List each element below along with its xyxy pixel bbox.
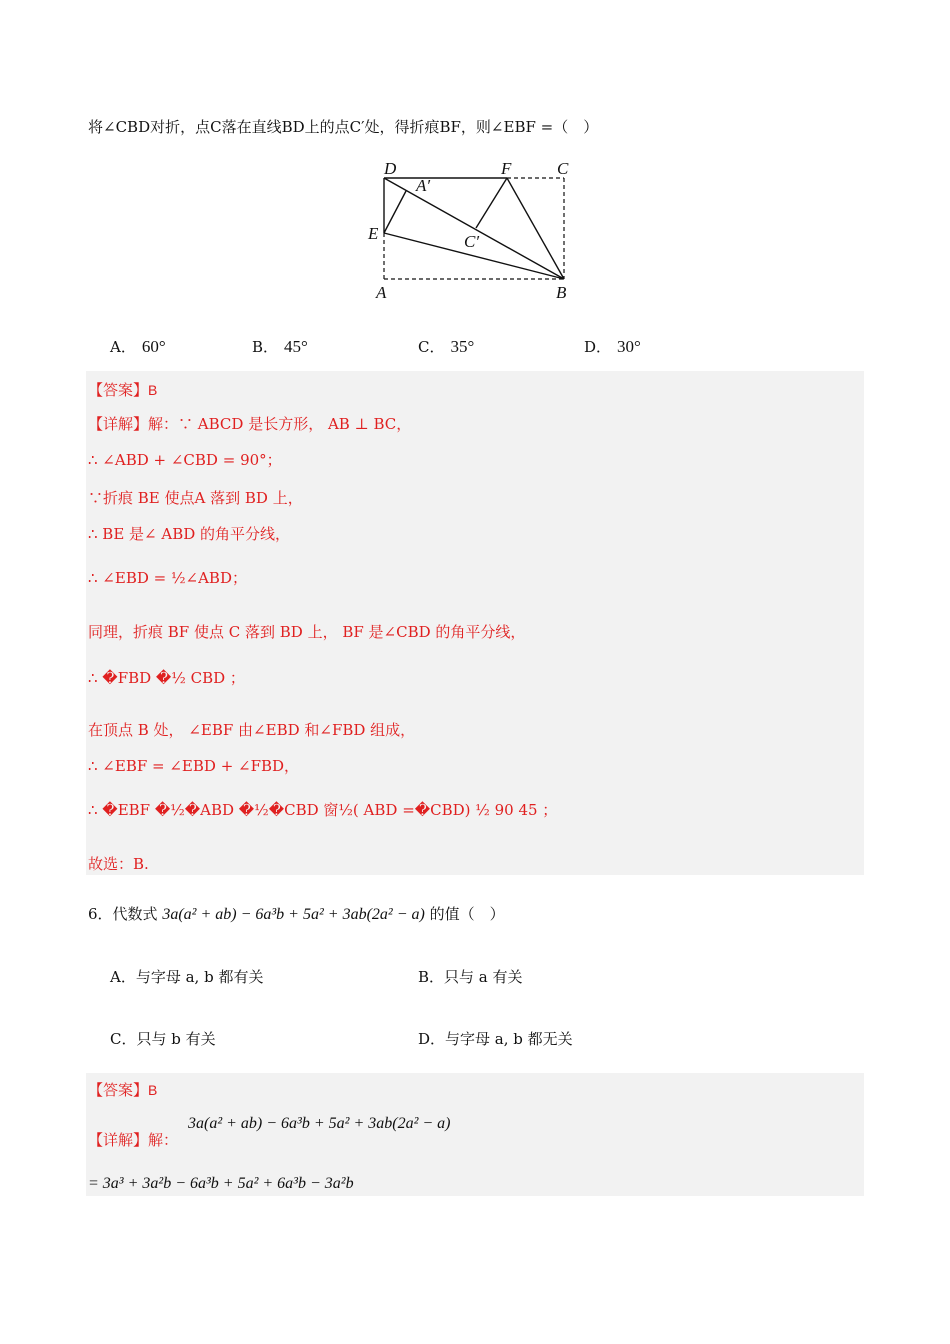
- q6-detail-expr: 3a(a² + ab) − 6a³b + 5a² + 3ab(2a² − a): [188, 1115, 451, 1132]
- label-A: A: [376, 283, 387, 302]
- q5-option-c: C． 35°: [418, 337, 475, 356]
- q6-option-c: C．只与 b 有关: [110, 1030, 216, 1048]
- q5-solution-box: [86, 371, 864, 875]
- label-B: B: [556, 283, 567, 302]
- q5-option-a: A． 60°: [110, 337, 166, 356]
- q6-stem: 6．代数式 3a(a² + ab) − 6a³b + 5a² + 3ab(2a² − a) 的值（ ）: [88, 905, 505, 923]
- q6-step-1: = 3a³ + 3a²b − 6a³b + 5a² + 6a³b − 3a²b: [88, 1175, 354, 1192]
- q6-option-b: B．只与 a 有关: [418, 968, 523, 986]
- label-C: C: [557, 159, 569, 178]
- q6-answer: 【答案】B: [88, 1081, 158, 1099]
- q5-detail-line-10: ∴ �EBF �½�ABD �½�CBD 窗½( ABD =�CBD) ½ 90 45 ；: [88, 801, 558, 819]
- q5-detail-line-4: ∴ BE 是∠ ABD 的角平分线，: [88, 525, 291, 543]
- q5-figure: [360, 155, 590, 305]
- q5-detail-line-7: ∴ �FBD �½ CBD ；: [88, 669, 245, 687]
- q6-option-a: A．与字母 a, b 都有关: [110, 968, 264, 986]
- q5-detail-line-11: 故选：B.: [88, 855, 149, 873]
- q5-option-b: B． 45°: [252, 337, 308, 356]
- label-D: D: [384, 159, 397, 178]
- q5-detail-line-9: ∴ ∠EBF = ∠EBD + ∠FBD，: [88, 757, 300, 775]
- q5-detail-line-6: 同理，折痕 BF 使点 C 落到 BD 上， BF 是∠CBD 的角平分线，: [88, 623, 526, 641]
- label-E: E: [368, 224, 379, 243]
- q5-answer: 【答案】B: [88, 381, 158, 399]
- label-A-prime: A′: [416, 176, 431, 195]
- label-C-prime: C′: [464, 232, 480, 251]
- q5-detail-line-2: ∴ ∠ABD + ∠CBD = 90°；: [88, 451, 282, 469]
- q5-detail-line-3: ∵折痕 BE 使点A 落到 BD 上，: [88, 489, 303, 507]
- q5-detail-line-5: ∴ ∠EBD = ½∠ABD；: [88, 569, 247, 587]
- label-F: F: [501, 159, 512, 178]
- q5-option-d: D． 30°: [584, 337, 641, 356]
- q5-detail-line-1: 【详解】解：∵ ABCD 是长方形， AB ⊥ BC，: [88, 415, 412, 433]
- q5-stem: 将∠CBD对折，点C落在直线BD上的点C′处，得折痕BF，则∠EBF =（ ）: [88, 118, 599, 136]
- q6-option-d: D．与字母 a, b 都无关: [418, 1030, 573, 1048]
- q6-solution-box: [86, 1073, 864, 1196]
- q6-detail: 【详解】解：: [88, 1131, 179, 1149]
- q5-detail-line-8: 在顶点 B 处， ∠EBF 由∠EBD 和∠FBD 组成，: [88, 721, 416, 739]
